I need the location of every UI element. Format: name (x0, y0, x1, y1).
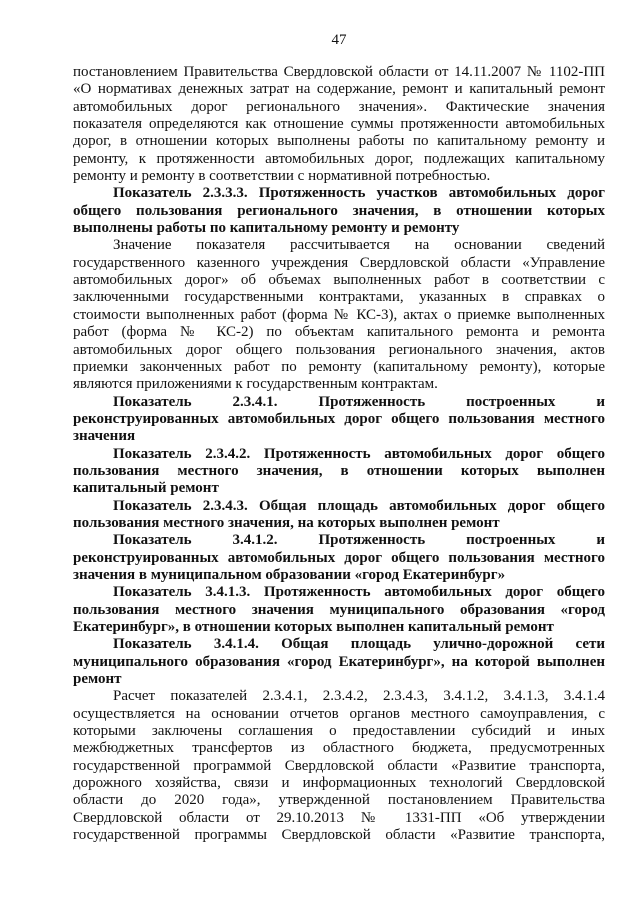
text-line: являются приложениями к государственным контрактам. (73, 376, 438, 393)
text-line: реконструированных автомобильных дорог общего пользования местного (73, 410, 605, 427)
text-line: Показатель 2.3.3.3. Протяженность участков автомобильных дорог (113, 185, 605, 202)
text-line: государственной программы Свердловской области «Развитие транспорта, (73, 827, 605, 844)
text-line: Показатель 3.4.1.2. Протяженность построенных и (113, 532, 605, 549)
document-body (73, 64, 605, 844)
text-line: пользования местного значения муниципального образования «город (73, 601, 605, 618)
text-line: автомобильных дорог общего пользования регионального значения, актов (73, 341, 605, 358)
text-line: Показатель 2.3.4.2. Протяженность автомобильных дорог общего (113, 445, 605, 462)
text-line: выполнены работы по капитальному ремонту и ремонту (73, 220, 460, 237)
text-line: значения в муниципальном образовании «город Екатеринбург» (73, 566, 506, 583)
text-line: Показатель 3.4.1.3. Протяженность автомобильных дорог общего (113, 584, 605, 601)
page-number: 47 (331, 32, 347, 48)
paragraph-indicators-calculation (73, 688, 605, 844)
paragraph-continuation (73, 64, 605, 185)
text-line: Показатель 2.3.4.1. Протяженность построенных и (113, 393, 605, 410)
text-line: стоимости выполненных работ (форма № КС-3), актах о приемке выполненных (73, 306, 605, 323)
text-line: работ (форма № КС-2) по объектам капитального ремонта и ремонта (73, 324, 605, 341)
text-line: Показатель 2.3.4.3. Общая площадь автомобильных дорог общего (113, 497, 605, 514)
text-line: государственной программой Свердловской области «Развитие транспорта, (73, 757, 605, 774)
text-line: значения (73, 428, 136, 445)
text-line: дорог, в отношении которых выполнены работы по капитальному ремонту и (73, 133, 605, 150)
text-line: Екатеринбург», в отношении которых выполнен капитальный ремонт (73, 619, 554, 635)
text-line: автомобильных дорог регионального значения». Фактические значения (73, 98, 605, 115)
text-line: ремонту и ремонту в соответствии с нормативной потребностью. (73, 168, 491, 185)
text-line: ремонт (73, 671, 122, 688)
text-line: дорожного хозяйства, связи и информационных технологий Свердловской (73, 775, 605, 792)
indicator-heading-3-4-1-4 (73, 636, 605, 688)
text-line: Свердловской области от 29.10.2013 № 1331-ПП «Об утверждении (73, 809, 605, 826)
text-line: капитальный ремонт (73, 480, 219, 497)
text-line: автомобильных дорог» об объемах выполненных работ в соответствии с (73, 272, 605, 289)
paragraph-value-calculation (73, 237, 605, 393)
indicator-heading-2-3-4-1 (73, 394, 605, 446)
indicator-heading-3-4-1-3 (73, 584, 605, 636)
text-line: межбюджетных трансфертов из областного бюджета, предусмотренных (73, 740, 605, 757)
text-line: Значение показателя рассчитывается на основании сведений (113, 237, 605, 254)
text-line: осуществляется на основании отчетов органов местного самоуправления, с (73, 705, 605, 722)
text-line: ремонту, к протяженности автомобильных дорог, подлежащих капитальному (73, 150, 605, 167)
indicator-heading-2-3-4-3 (73, 498, 605, 533)
text-line: пользования местного значения, в отношении которых выполнен (73, 462, 605, 479)
text-line: заключенными государственными контрактами, указанных в справках о (73, 289, 605, 306)
text-line: реконструированных автомобильных дорог общего пользования местного (73, 549, 605, 566)
indicator-heading-2-3-4-2 (73, 446, 605, 498)
text-line: пользования местного значения, на которых выполнен ремонт (73, 514, 500, 531)
indicator-heading-3-4-1-2 (73, 532, 605, 584)
indicator-heading-2-3-3-3 (73, 185, 605, 237)
text-line: показателя определяются как отношение суммы протяженности автомобильных (73, 116, 605, 133)
text-line: «О нормативах денежных затрат на содержание, ремонт и капитальный ремонт (73, 81, 605, 98)
text-line: муниципального образования «город Екатеринбург», на которой выполнен (73, 653, 605, 670)
text-line: приемки законченных работ по ремонту (капитальному ремонту), которые (73, 358, 605, 375)
text-line: постановлением Правительства Свердловской области от 14.11.2007 № 1102-ПП (73, 64, 605, 80)
text-line: которыми заключены соглашения о предоставлении субсидий и иных (73, 723, 605, 740)
text-line: области до 2020 года», утвержденной постановлением Правительства (73, 792, 605, 809)
text-line: Расчет показателей 2.3.4.1, 2.3.4.2, 2.3.4.3, 3.4.1.2, 3.4.1.3, 3.4.1.4 (113, 688, 605, 705)
text-line: общего пользования регионального значения, в отношении которых (73, 202, 605, 219)
text-line: Показатель 3.4.1.4. Общая площадь улично-дорожной сети (113, 636, 605, 653)
text-line: государственного казенного учреждения Свердловской области «Управление (73, 254, 605, 271)
